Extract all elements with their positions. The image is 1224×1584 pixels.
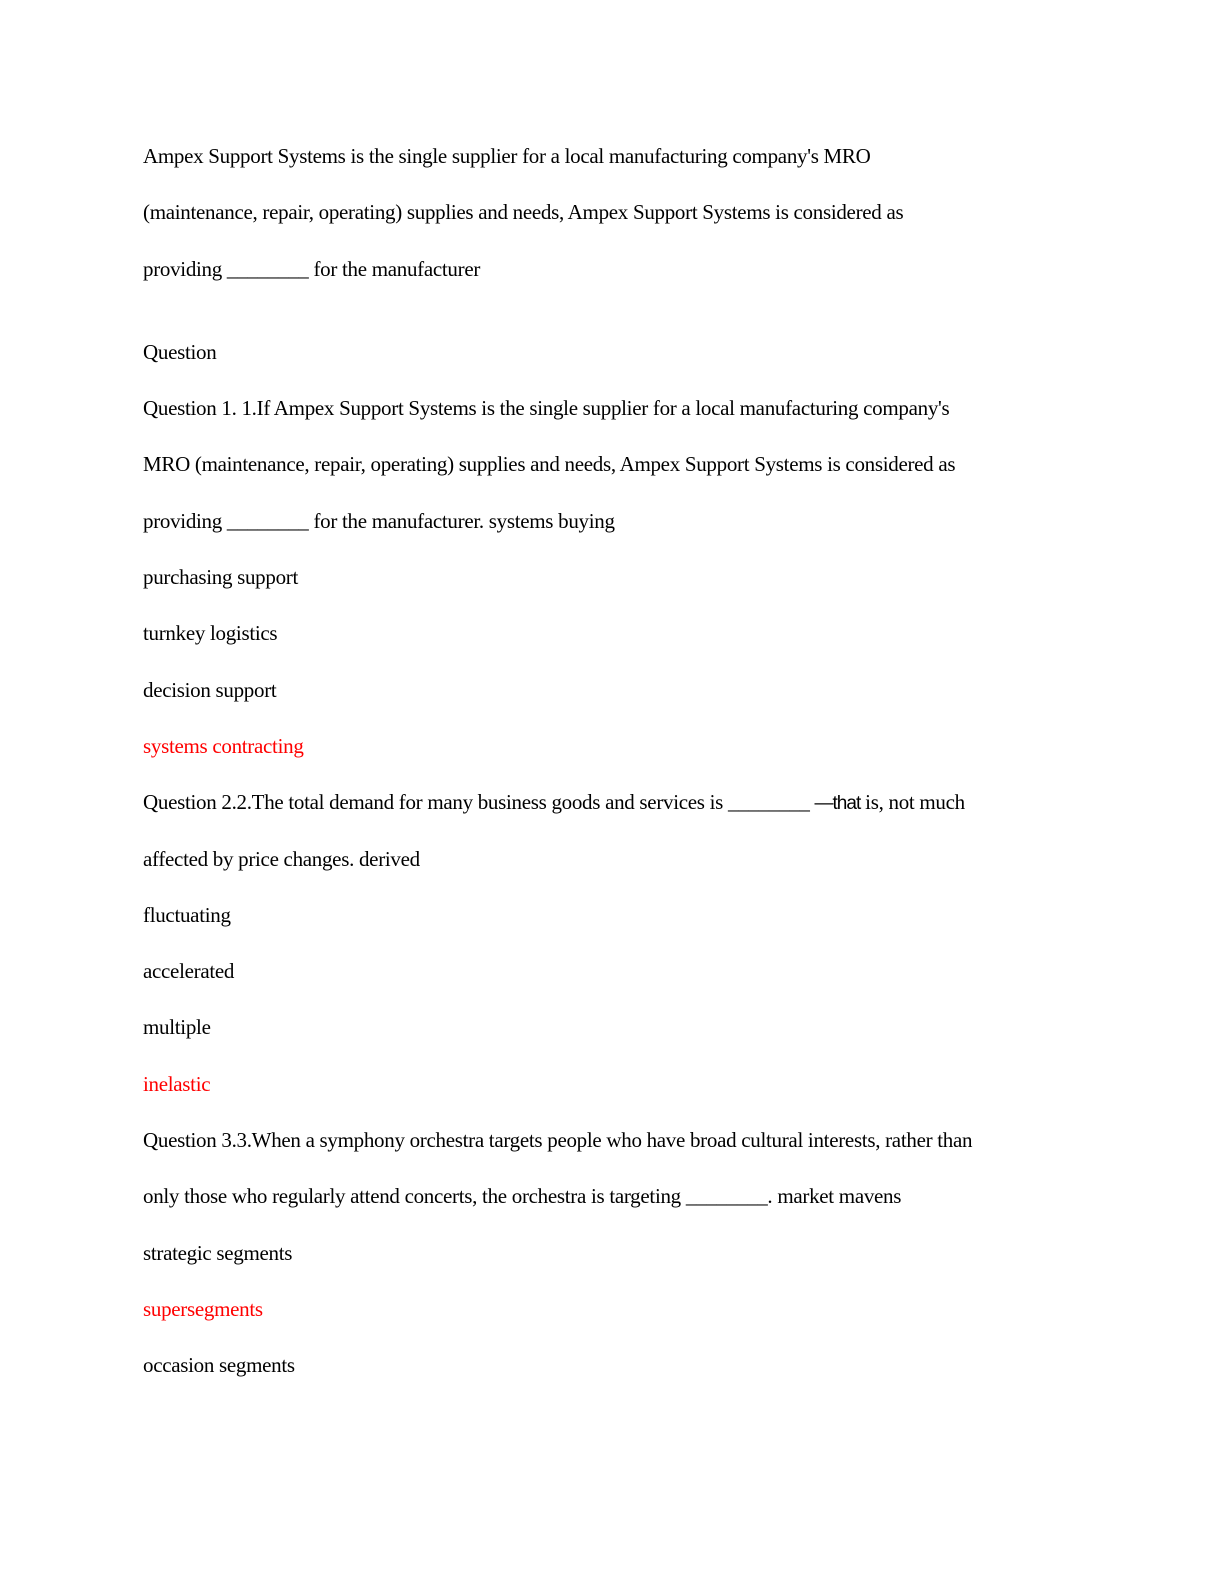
option: occasion segments bbox=[143, 1353, 295, 1378]
question-text: Question 3.3.When a symphony orchestra targets people who have broad cultural interests, rather than bbox=[143, 1128, 973, 1153]
option: strategic segments bbox=[143, 1240, 293, 1265]
question-2 bbox=[143, 783, 1083, 1121]
intro-line: (maintenance, repair, operating) supplies and needs, Ampex Support Systems is considered as bbox=[143, 200, 904, 225]
correct-answer: supersegments bbox=[143, 1296, 263, 1321]
correct-answer: systems contracting bbox=[143, 733, 304, 758]
document-page bbox=[143, 137, 1083, 1403]
question-1 bbox=[143, 389, 1083, 783]
question-text: MRO (maintenance, repair, operating) supplies and needs, Ampex Support Systems is considered as bbox=[143, 452, 956, 477]
correct-answer: inelastic bbox=[143, 1071, 211, 1096]
question-text-dash: —that bbox=[814, 793, 861, 815]
question-text-part: is, not much bbox=[860, 790, 965, 815]
option: multiple bbox=[143, 1015, 211, 1040]
intro-paragraph bbox=[143, 137, 1083, 306]
section-heading: Question bbox=[143, 339, 217, 364]
option: purchasing support bbox=[143, 565, 298, 590]
question-text-part: Question 2.2.The total demand for many business goods and services is ________ bbox=[143, 790, 815, 815]
option: fluctuating bbox=[143, 902, 231, 927]
question-text: affected by price changes. derived bbox=[143, 846, 420, 871]
question-text: providing ________ for the manufacturer. systems buying bbox=[143, 508, 615, 533]
option: turnkey logistics bbox=[143, 621, 278, 646]
question-text: Question 1. 1.If Ampex Support Systems is the single supplier for a local manufacturing company's bbox=[143, 396, 950, 421]
option: decision support bbox=[143, 677, 277, 702]
option: accelerated bbox=[143, 959, 235, 984]
question-3 bbox=[143, 1121, 1083, 1402]
intro-line: providing ________ for the manufacturer bbox=[143, 256, 481, 281]
question-text: only those who regularly attend concerts, the orchestra is targeting ________. market mavens bbox=[143, 1184, 902, 1209]
question-text bbox=[143, 783, 1083, 839]
intro-line: Ampex Support Systems is the single supplier for a local manufacturing company's MRO bbox=[143, 144, 871, 168]
